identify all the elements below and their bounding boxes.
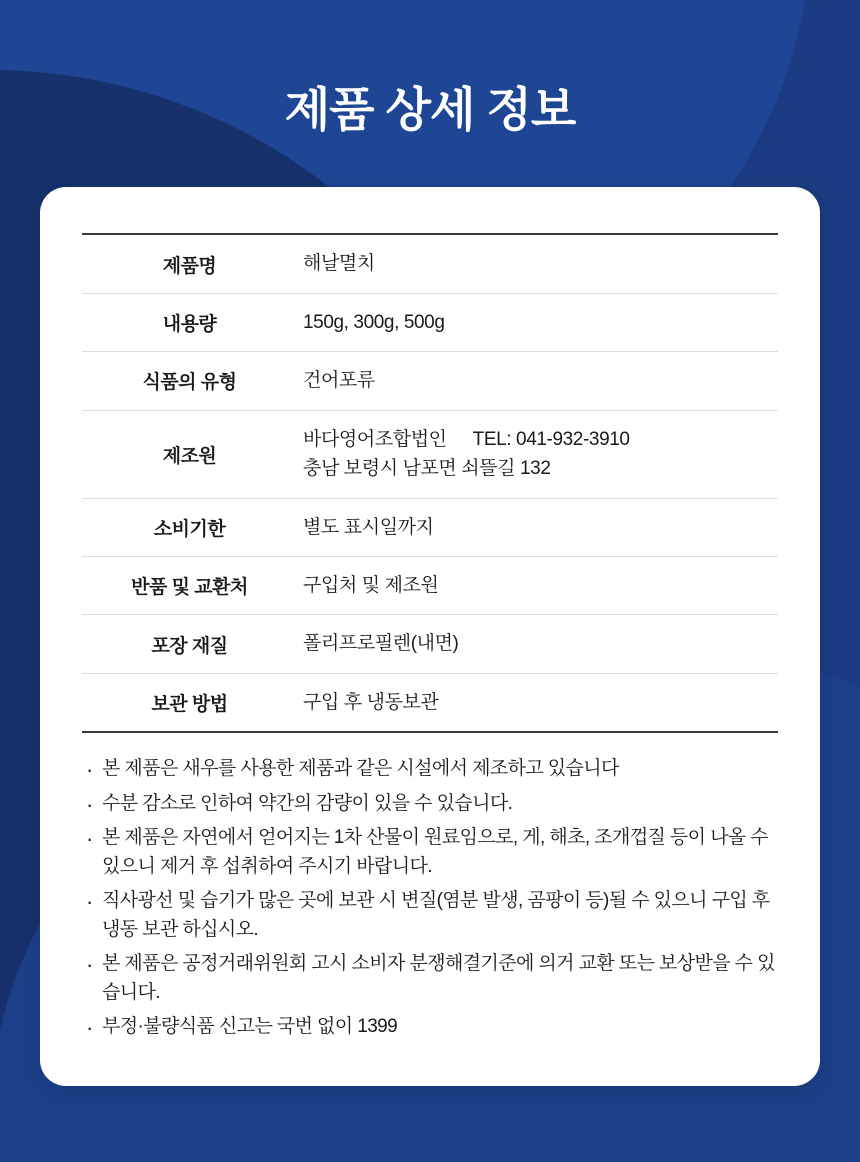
list-item: · 본 제품은 공정거래위원회 고시 소비자 분쟁해결기준에 의거 교환 또는 보상받을 수 있습니다. xyxy=(84,950,776,1007)
spec-label: 제품명 xyxy=(82,234,297,293)
spec-label: 포장 재질 xyxy=(82,615,297,673)
table-row xyxy=(82,352,778,410)
list-item: · 본 제품은 새우를 사용한 제품과 같은 시설에서 제조하고 있습니다 xyxy=(84,755,776,784)
page-title: 제품 상세 정보 xyxy=(284,83,576,136)
table-row xyxy=(82,234,778,293)
spec-label: 보관 방법 xyxy=(82,673,297,732)
spec-value: 구입 후 냉동보관 xyxy=(297,673,778,732)
table-row xyxy=(82,410,778,498)
list-item: · 부정·불량식품 신고는 국번 없이 1399 xyxy=(84,1013,776,1042)
manufacturer-name: 바다영어조합법인 xyxy=(303,428,447,450)
spec-label: 제조원 xyxy=(82,410,297,498)
table-row xyxy=(82,673,778,732)
spec-label: 소비기한 xyxy=(82,498,297,556)
spec-value: 구입처 및 제조원 xyxy=(297,557,778,615)
product-notes-list xyxy=(82,755,778,1042)
spec-value: 건어포류 xyxy=(297,352,778,410)
list-item: · 수분 감소로 인하여 약간의 감량이 있을 수 있습니다. xyxy=(84,790,776,819)
table-row xyxy=(82,498,778,556)
product-spec-table xyxy=(82,233,778,733)
spec-value xyxy=(297,410,778,498)
table-row xyxy=(82,615,778,673)
list-item: · 본 제품은 자연에서 얻어지는 1차 산물이 원료임으로, 게, 해초, 조개껍질 등이 나올 수 있으니 제거 후 섭취하여 주시기 바랍니다. xyxy=(84,824,776,881)
spec-label: 내용량 xyxy=(82,293,297,351)
product-detail-card xyxy=(40,187,820,1085)
manufacturer-tel: TEL: 041-932-3910 xyxy=(472,428,630,450)
spec-value: 150g, 300g, 500g xyxy=(297,293,778,351)
spec-value: 해날멸치 xyxy=(297,234,778,293)
spec-label: 식품의 유형 xyxy=(82,352,297,410)
manufacturer-address: 충남 보령시 남포면 쇠뜰길 132 xyxy=(303,458,551,480)
table-row xyxy=(82,293,778,351)
table-row xyxy=(82,557,778,615)
spec-label: 반품 및 교환처 xyxy=(82,557,297,615)
list-item: · 직사광선 및 습기가 많은 곳에 보관 시 변질(염분 발생, 곰팡이 등)될 수 있으니 구입 후 냉동 보관 하십시오. xyxy=(84,887,776,944)
spec-value: 폴리프로필렌(내면) xyxy=(297,615,778,673)
spec-value: 별도 표시일까지 xyxy=(297,498,778,556)
